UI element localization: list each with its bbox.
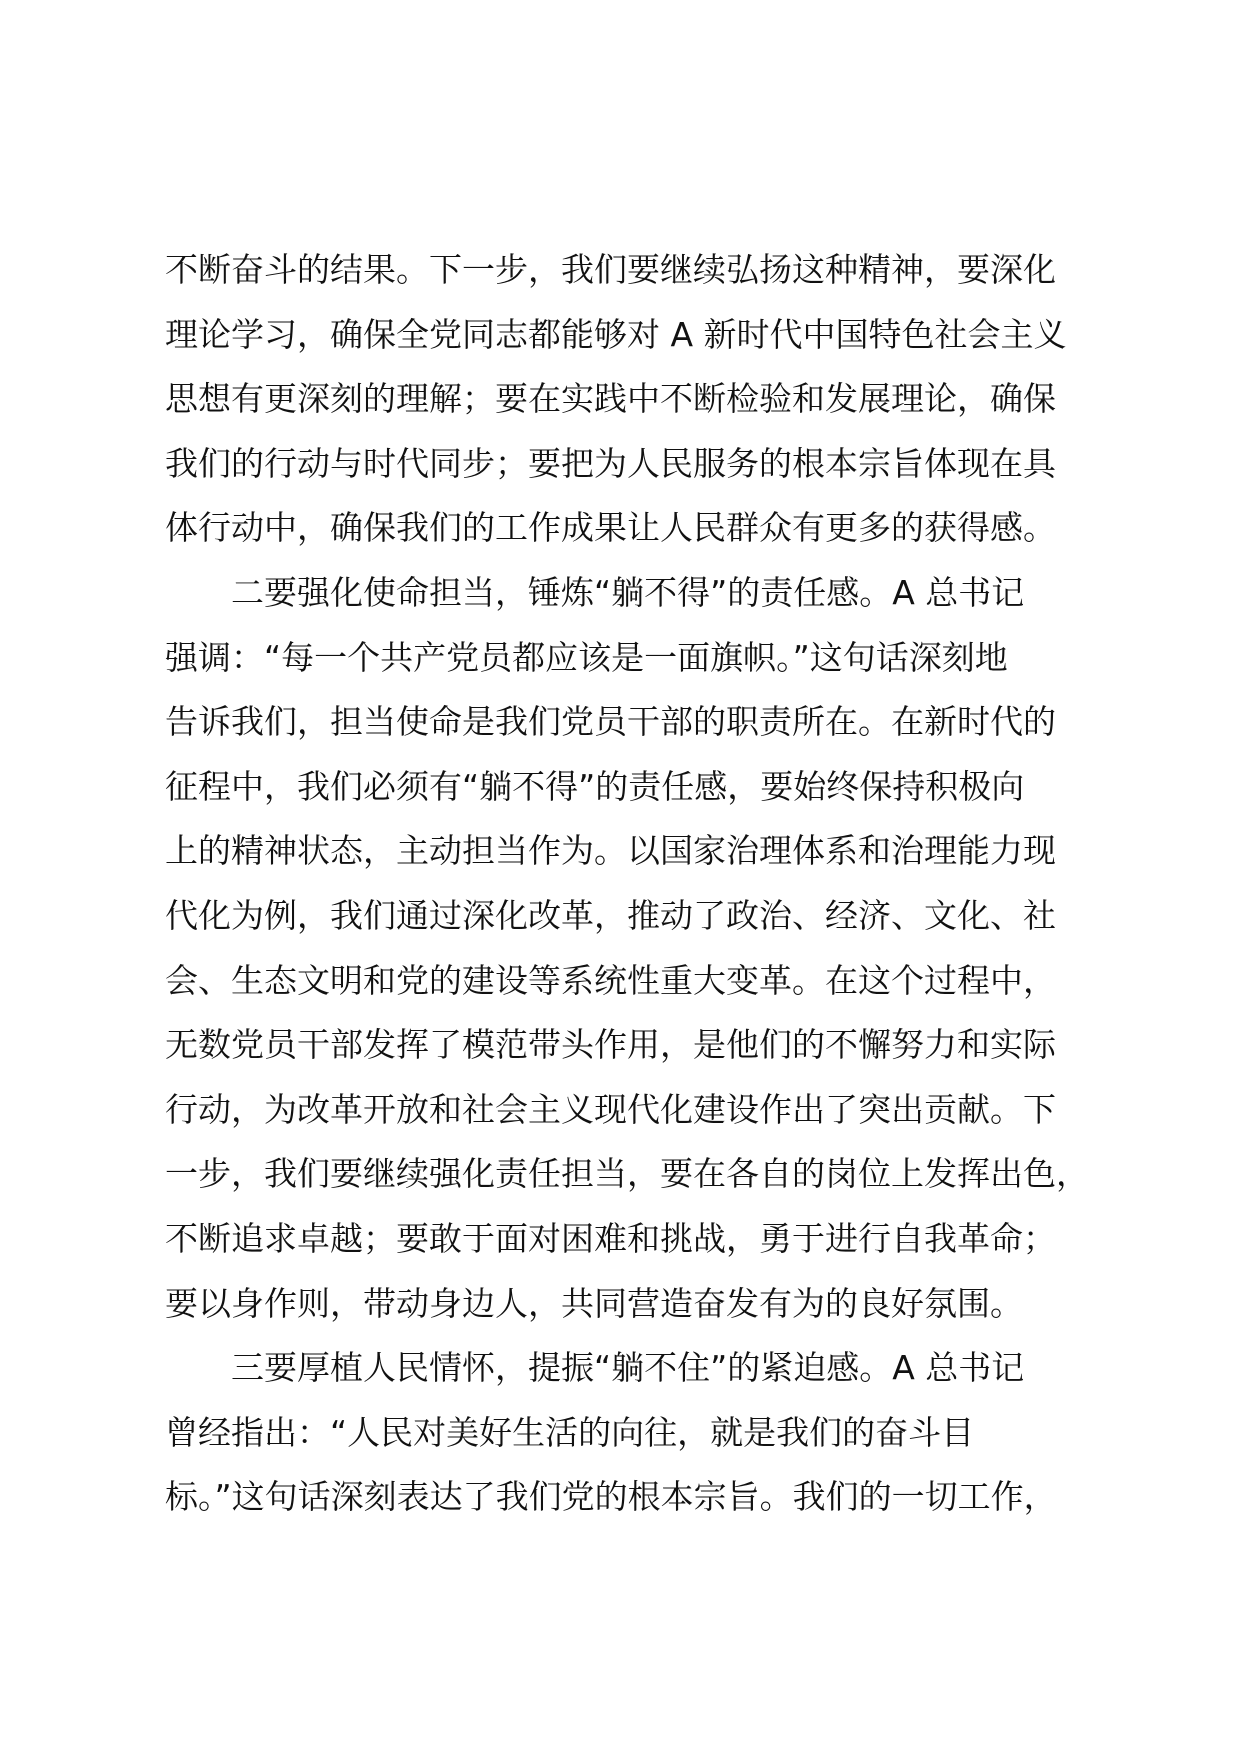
text-line: 告诉我们，担当使命是我们党员干部的职责所在。在新时代的 [165,702,1056,742]
text-line: 理论学习，确保全党同志都能够对 A 新时代中国特色社会主义 [165,314,1067,354]
text-line: 思想有更深刻的理解；要在实践中不断检验和发展理论，确保 [165,379,1056,419]
text-line: 要以身作则，带动身边人，共同营造奋发有为的良好氛围。 [165,1283,1023,1323]
text-line: 会、生态文明和党的建设等系统性重大变革。在这个过程中， [165,960,1056,1000]
text-line: 一步，我们要继续强化责任担当，要在各自的岗位上发挥出色， [165,1154,1089,1194]
text-line: 标。”这句话深刻表达了我们党的根本宗旨。我们的一切工作， [165,1477,1057,1517]
text-line: 不断追求卓越；要敢于面对困难和挑战，勇于进行自我革命； [165,1218,1056,1258]
text-line: 体行动中，确保我们的工作成果让人民群众有更多的获得感。 [165,508,1056,548]
text-line: 上的精神状态，主动担当作为。以国家治理体系和治理能力现 [165,831,1056,871]
text-line: 征程中，我们必须有“躺不得”的责任感，要始终保持积极向 [165,766,1025,806]
text-line: 强调：“每一个共产党员都应该是一面旗帜。”这句话深刻地 [165,637,1008,677]
text-line: 不断奋斗的结果。下一步，我们要继续弘扬这种精神，要深化 [165,250,1056,289]
document-body [165,238,1125,1530]
text-line: 我们的行动与时代同步；要把为人民服务的根本宗旨体现在具 [165,443,1056,483]
paragraph-heading-line: 二要强化使命担当，锤炼“躺不得”的责任感。A 总书记 [231,572,1025,612]
paragraph-heading-line: 三要厚植人民情怀，提振“躺不住”的紧迫感。A 总书记 [231,1348,1025,1388]
text-line: 无数党员干部发挥了模范带头作用，是他们的不懈努力和实际 [165,1025,1056,1065]
text-line: 曾经指出：“人民对美好生活的向往，就是我们的奋斗目 [165,1412,975,1452]
text-line: 行动，为改革开放和社会主义现代化建设作出了突出贡献。下 [165,1089,1056,1129]
text-line: 代化为例，我们通过深化改革，推动了政治、经济、文化、社 [165,895,1056,935]
